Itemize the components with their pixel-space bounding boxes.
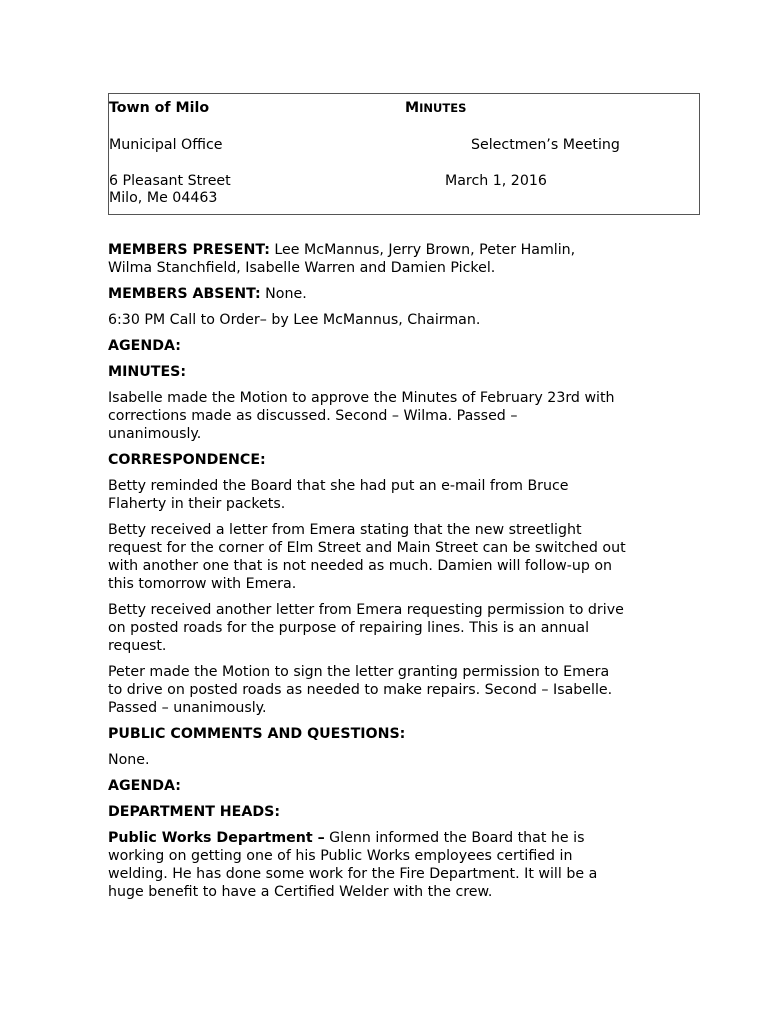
minutes-body xyxy=(108,241,688,909)
header-box xyxy=(108,93,700,215)
document-title: MINUTES xyxy=(405,100,467,116)
public-works-paragraph: Public Works Department – Glenn informed the Board that he is working on getting one of his Public Works employees certified in welding. He has done some work for the Fire Department. It will be a huge benefit to have a Certified Welder with the crew. xyxy=(108,830,598,900)
public-comments-text: None. xyxy=(108,752,150,768)
minutes-heading: MINUTES: xyxy=(108,364,187,380)
meeting-date: March 1, 2016 xyxy=(445,173,547,189)
office-name: Municipal Office xyxy=(109,137,223,153)
public-comments-heading: PUBLIC COMMENTS AND QUESTIONS: xyxy=(108,726,406,742)
meeting-name: Selectmen’s Meeting xyxy=(471,137,620,153)
members-absent: MEMBERS ABSENT: None. xyxy=(108,286,307,302)
correspondence-heading: CORRESPONDENCE: xyxy=(108,452,266,468)
call-to-order: 6:30 PM Call to Order– by Lee McMannus, Chairman. xyxy=(108,312,481,328)
agenda-heading: AGENDA: xyxy=(108,338,181,354)
members-present: MEMBERS PRESENT: Lee McMannus, Jerry Brown, Peter Hamlin, Wilma Stanchfield, Isabelle Warren and Damien Pickel. xyxy=(108,242,576,276)
agenda-heading: AGENDA: xyxy=(108,778,181,794)
correspondence-item: Betty reminded the Board that she had put an e-mail from Bruce Flaherty in their packets. xyxy=(108,478,569,512)
correspondence-item: Peter made the Motion to sign the letter granting permission to Emera to drive on posted roads as needed to make repairs. Second – Isabelle. Passed – unanimously. xyxy=(108,664,613,716)
minutes-text: Isabelle made the Motion to approve the Minutes of February 23rd with corrections made as discussed. Second – Wilma. Passed – unanimously. xyxy=(108,390,615,442)
correspondence-item: Betty received another letter from Emera requesting permission to drive on posted roads for the purpose of repairing lines. This is an annual request. xyxy=(108,602,624,654)
street-address: 6 Pleasant Street xyxy=(109,173,231,189)
correspondence-item: Betty received a letter from Emera stating that the new streetlight request for the corner of Elm Street and Main Street can be switched out with another one that is not needed as much. Damien will follow-up on this tomorrow with Emera. xyxy=(108,522,626,592)
town-name: Town of Milo xyxy=(109,100,210,116)
department-heads-heading: DEPARTMENT HEADS: xyxy=(108,804,281,820)
city-address: Milo, Me 04463 xyxy=(109,190,218,206)
